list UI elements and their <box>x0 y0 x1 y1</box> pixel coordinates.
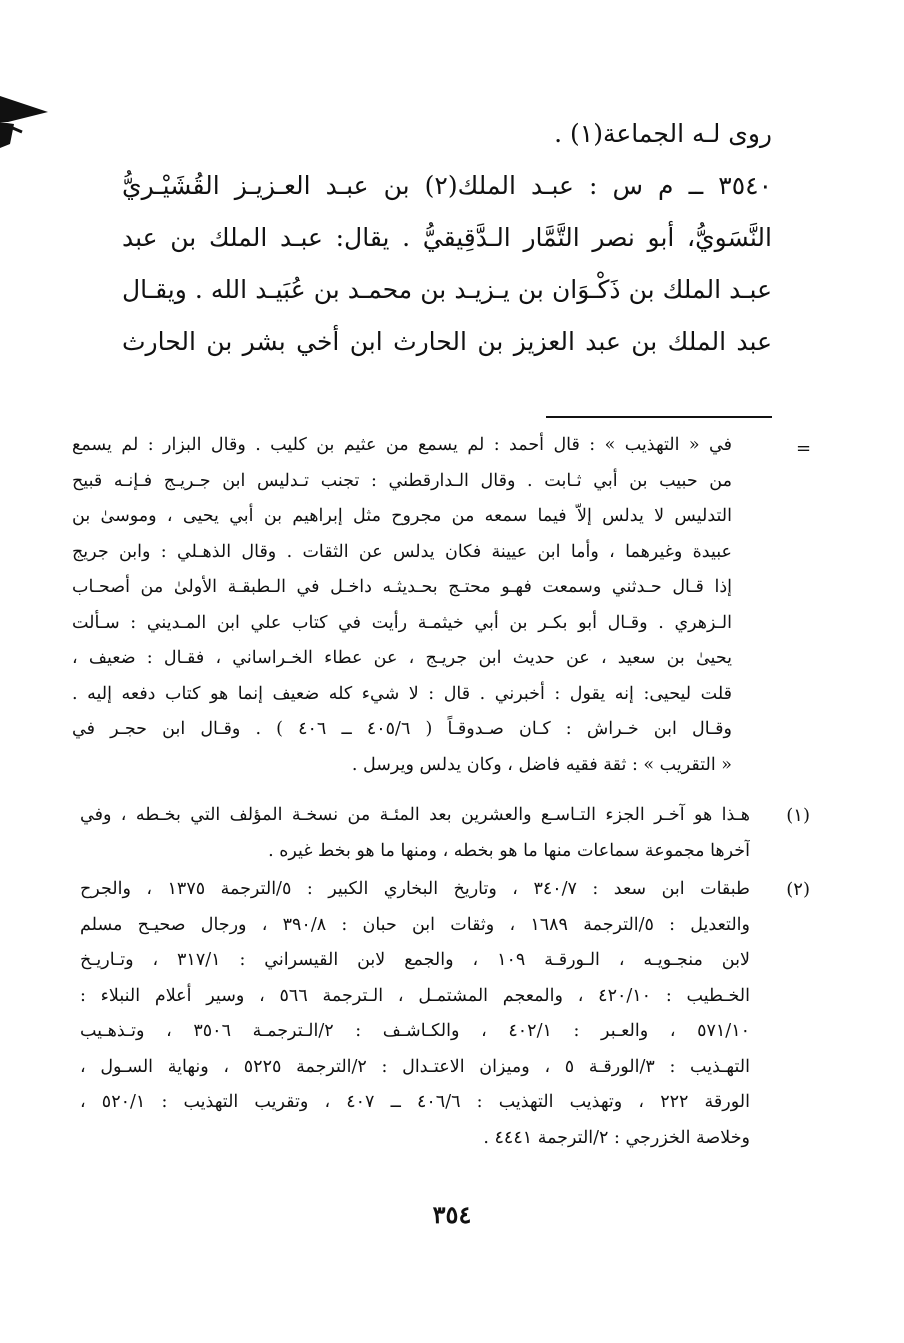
footnote-line: وخلاصة الخزرجي : ٢/الترجمة ٤٤٤١ . <box>483 1127 750 1148</box>
footnote-line: والتعديل : ٥/الترجمة ١٦٨٩ ، وثقات ابن حبان : ٣٩٠/٨ ، ورجال صحيـح مسلم <box>80 914 750 935</box>
footnote-line: هـذا هو آخـر الجزء التـاسـع والعشرين بعد المئـة من نسخـة المؤلف التي بخـطه ، وفي <box>80 805 750 825</box>
continued-note <box>72 428 732 783</box>
note-line: وقـال ابن خـراش : كـان صـدوقـاً ( ٤٠٥/٦ ــ ٤٠٦ ) . وقـال ابن حجـر في <box>72 719 732 739</box>
main-line-5: عبد الملك بن عبد العزيز بن الحارث ابن أخي بشر بن الحارث <box>122 327 772 356</box>
footnote-line: لابن منجـويـه ، الـورقـة ١٠٩ ، والجمع لابن القيسراني : ٣١٧/١ ، وتـاريـخ <box>80 950 750 970</box>
main-line-1: روى لـه الجماعة(١) . <box>554 119 772 148</box>
note-line: التدليس لا يدلس إلاّ فيما سمعه من مجروح مثل إبراهيم بن أبي يحيى ، وموسىٰ بن <box>72 506 732 526</box>
note-line: قلت ليحيى: إنه يقول : أخبرني . قال : لا شيء كله ضعيف إنما هو كتاب دفعه إليه . <box>72 683 732 704</box>
footnote-line: ٥٧١/١٠ ، والعـبر : ٤٠٢/١ ، والكـاشـف : ٢/الـترجمـة ٣٥٠٦ ، وتـذهـيب <box>80 1021 750 1041</box>
binding-mark-icon <box>0 92 48 148</box>
main-line-2: ٣٥٤٠ ــ م س : عبـد الملك(٢) بن عبـد العـزيـز القُشَيْـريُّ <box>122 171 772 200</box>
footnote-line: طبقات ابن سعد : ٣٤٠/٧ ، وتاريخ البخاري الكبير : ٥/الترجمة ١٣٧٥ ، والجرح <box>80 879 750 899</box>
footnote-number: (١) <box>786 805 810 826</box>
note-line: الـزهري . وقـال أبو بكـر بن أبي خيثمـة رأيت في كتاب علي ابن المـديني : سـألت <box>72 612 732 633</box>
page-number: ٣٥٤ <box>432 1200 472 1229</box>
footnote-line: الورقة ٢٢٢ ، وتهذيب التهذيب : ٤٠٦/٦ ــ ٤٠٧ ، وتقريب التهذيب : ٥٢٠/١ ، <box>80 1092 750 1112</box>
note-line: يحيىٰ بن سعيد ، عن حديث ابن جريـج ، عن عطاء الخـراساني ، فقـال : ضعيف ، <box>72 648 732 668</box>
footnote-separator <box>546 416 772 418</box>
note-line: من حبيب بن أبي ثـابت . وقال الـدارقطني : تجنب تـدليس ابن جـريـج فـإنـه قبيح <box>72 470 732 491</box>
note-line: عبيدة وغيرهما ، وأما ابن عيينة فكان يدلس عن الثقات . وقال الذهـلي : وابن جريج <box>72 541 732 562</box>
footnote-line: التهـذيب : ٣/الورقـة ٥ ، وميزان الاعتـدال : ٢/الترجمة ٥٢٢٥ ، ونهاية السـول ، <box>80 1056 750 1077</box>
footnote-2 <box>80 872 810 1156</box>
continuation-marker: = <box>796 438 812 459</box>
main-line-4: عبـد الملك بن ذَكْـوَان بن يـزيـد بن محمـد بن عُبَيـد الله . ويقـال <box>122 275 772 304</box>
main-text <box>122 108 772 368</box>
footnote-1 <box>80 798 810 869</box>
footnote-line: الخـطيب : ٤٢٠/١٠ ، والمعجم المشتمـل ، الـترجمة ٥٦٦ ، وسير أعلام النبلاء : <box>80 985 750 1006</box>
footnote-line: آخرها مجموعة سماعات منها ما هو بخطه ، ومنها ما هو بخط غيره . <box>268 840 750 861</box>
main-line-3: النَّسَويُّ، أبو نصر التَّمَّار الـدَّقِيقيُّ . يقال: عبـد الملك بن عبد <box>122 223 772 252</box>
footnote-number: (٢) <box>786 879 810 900</box>
note-line: إذا قـال حـدثني وسمعت فهـو محتـج بحـديثـه داخـل في الـطبقـة الأولىٰ من أصحـاب <box>72 577 732 597</box>
note-line: « التقريب » : ثقة فقيه فاضل ، وكان يدلس ويرسل . <box>351 754 732 775</box>
note-line: في « التهذيب » : قال أحمد : لم يسمع من عثيم بن كليب . وقال البزار : لم يسمع <box>72 435 732 455</box>
